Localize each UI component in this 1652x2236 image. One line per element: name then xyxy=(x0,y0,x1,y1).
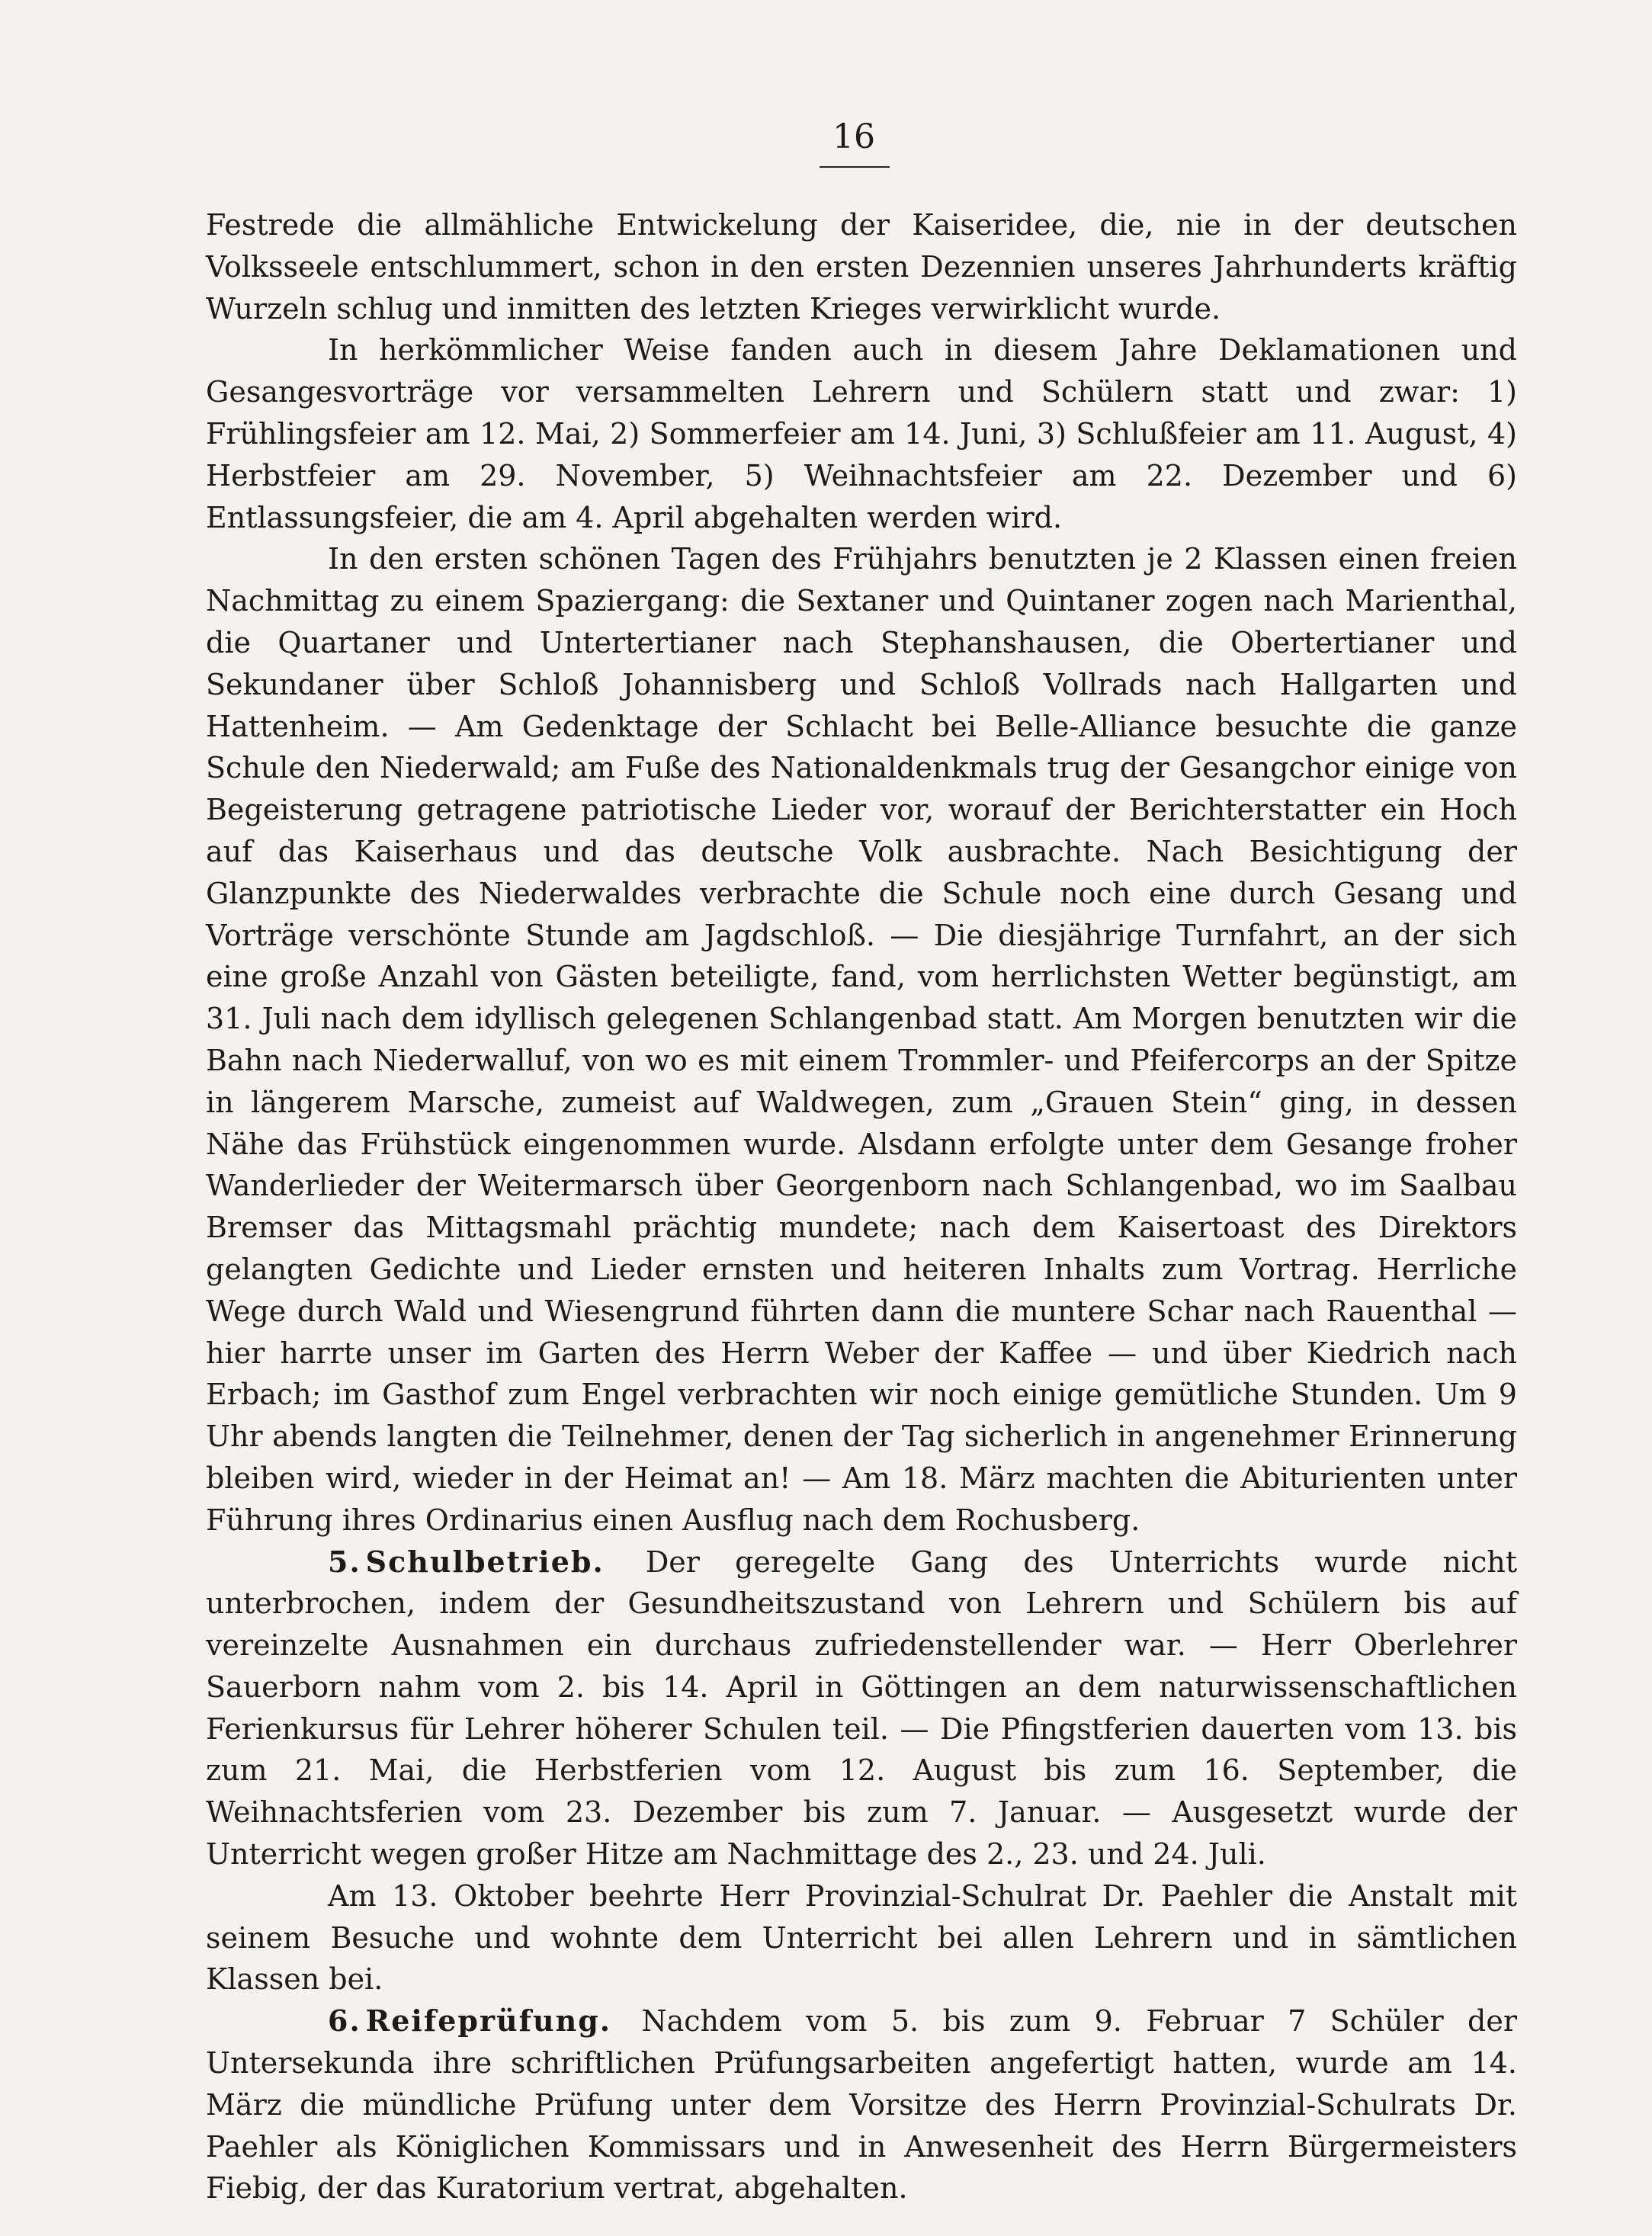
paragraph-text: Der geregelte Gang des Unterrichts wurde nicht unterbrochen, indem der Gesundheitszustand von Lehrern und Schülern bis auf vereinzelte Ausnahmen ein durchaus zufriedenstellender war. — Herr Oberlehrer Sauerborn nahm vom 2. bis 14. April in Göttingen an dem naturwissenschaftlichen Ferienkursus für Lehrer höherer Schulen teil. — Die Pfingstferien dauerten vom 13. bis zum 21. Mai, die Herbstferien vom 12. August bis zum 16. September, die Weihnachtsferien vom 23. Dezember bis zum 7. Januar. — Ausgesetzt wurde der Unterricht wegen großer Hitze am Nachmittage des 2., 23. und 24. Juli. xyxy=(206,1545,1517,1872)
section-heading-schulbetrieb: Schulbetrieb. xyxy=(365,1544,605,1579)
section-number: 5. xyxy=(328,1544,361,1579)
section-number: 6. xyxy=(328,2003,361,2039)
paragraph-schulbetrieb xyxy=(206,1541,1517,1875)
paragraph-ausfluege: In den ersten schönen Tagen des Frühjahrs benutzten je 2 Klassen einen freien Nachmittag zu einem Spaziergang: die Sextaner und Quintaner zogen nach Marienthal, die Quartaner und Untertertianer nach Stephanshausen, die Obertertianer und Sekundaner über Schloß Johannisberg und Schloß Vollrads nach Hallgarten und Hattenheim. — Am Gedenktage der Schlacht bei Belle-Alliance besuchte die ganze Schule den Niederwald; am Fuße des Nationaldenkmals trug der Gesangchor einige von Begeisterung getragene patriotische Lieder vor, worauf der Berichterstatter ein Hoch auf das Kaiserhaus und das deutsche Volk ausbrachte. Nach Besichtigung der Glanzpunkte des Niederwaldes verbrachte die Schule noch eine durch Gesang und Vorträge verschönte Stunde am Jagdschloß. — Die diesjährige Turnfahrt, an der sich eine große Anzahl von Gästen beteiligte, fand, vom herrlichsten Wetter begünstigt, am 31. Juli nach dem idyllisch gelegenen Schlangenbad statt. Am Morgen benutzten wir die Bahn nach Niederwalluf, von wo es mit einem Trommler- und Pfeifercorps an der Spitze in längerem Marsche, zumeist auf Waldwegen, zum „Grauen Stein“ ging, in dessen Nähe das Frühstück eingenommen wurde. Alsdann erfolgte unter dem Gesange froher Wanderlieder der Weitermarsch über Georgenborn nach Schlangenbad, wo im Saalbau Bremser das Mittagsmahl prächtig mundete; nach dem Kaisertoast des Direktors gelangten Gedichte und Lieder ernsten und heiteren Inhalts zum Vortrag. Herrliche Wege durch Wald und Wiesengrund führten dann die muntere Schar nach Rauenthal — hier harrte unser im Garten des Herrn Weber der Kaffee — und über Kiedrich nach Erbach; im Gasthof zum Engel verbrachten wir noch einige gemütliche Stunden. Um 9 Uhr abends langten die Teilnehmer, denen der Tag sicherlich in angenehmer Erinnerung bleiben wird, wieder in der Heimat an! — Am 18. März machten die Abiturienten unter Führung ihres Ordinarius einen Ausflug nach dem Rochusberg. xyxy=(206,542,1517,1537)
paragraph-text: Nachdem vom 5. bis zum 9. Februar 7 Schüler der Untersekunda ihre schriftlichen Prüfungsarbeiten angefertigt hatten, wurde am 14. März die mündliche Prüfung unter dem Vorsitze des Herrn Provinzial-Schulrats Dr. Paehler als Königlichen Kommissars und in Anwesenheit des Herrn Bürgermeisters Fiebig, der das Kuratorium vertrat, abgehalten. xyxy=(206,2004,1517,2206)
body-text xyxy=(206,204,1517,2209)
paragraph-feiern: In herkömmlicher Weise fanden auch in diesem Jahre Deklamationen und Gesangesvorträge vor versammelten Lehrern und Schülern statt und zwar: 1) Frühlingsfeier am 12. Mai, 2) Sommerfeier am 14. Juni, 3) Schlußfeier am 11. August, 4) Herbstfeier am 29. November, 5) Weihnachtsfeier am 22. Dezember und 6) Entlassungsfeier, die am 4. April abgehalten werden wird. xyxy=(206,333,1517,534)
paragraph-reifepruefung xyxy=(206,2000,1517,2209)
section-heading-reifepruefung: Reifeprüfung. xyxy=(365,2003,612,2039)
paragraph-festrede: Festrede die allmähliche Entwickelung der Kaiseridee, die, nie in der deutschen Volksseele entschlummert, schon in den ersten Dezennien unseres Jahrhunderts kräftig Wurzeln schlug und inmitten des letzten Krieges verwirklicht wurde. xyxy=(206,208,1517,326)
paragraph-besuch: Am 13. Oktober beehrte Herr Provinzial-Schulrat Dr. Paehler die Anstalt mit seinem Besuche und wohnte dem Unterricht bei allen Lehrern und in sämtlichen Klassen bei. xyxy=(206,1878,1517,1997)
page-number-rule xyxy=(820,166,890,168)
page-number: 16 xyxy=(832,117,875,156)
